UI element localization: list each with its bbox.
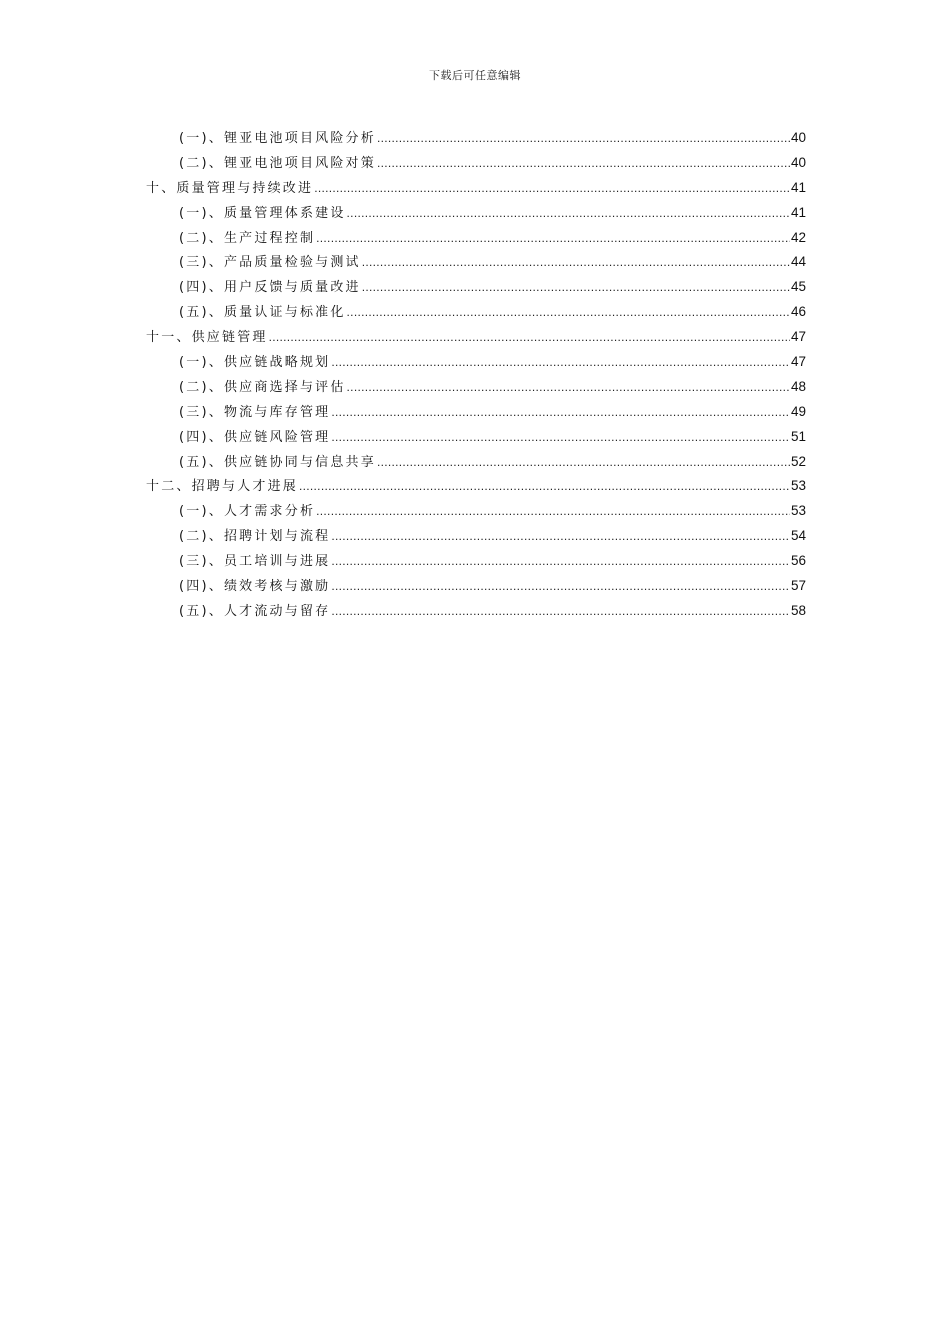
toc-entry-title: (四)、用户反馈与质量改进 <box>179 280 361 296</box>
toc-dot-leader <box>314 176 790 201</box>
toc-entry-title: (五)、人才流动与留存 <box>179 603 331 619</box>
toc-entry-title: (二)、供应商选择与评估 <box>179 379 346 395</box>
toc-section-entry[interactable] <box>146 201 806 226</box>
toc-entry-title: (三)、产品质量检验与测试 <box>179 255 361 271</box>
toc-section-entry[interactable] <box>146 425 806 450</box>
toc-entry-title: (二)、生产过程控制 <box>179 230 316 246</box>
toc-page-number: 40 <box>790 130 806 145</box>
toc-dot-leader <box>299 474 790 499</box>
toc-section-entry[interactable] <box>146 126 806 151</box>
toc-entry-title: (一)、质量管理体系建设 <box>179 205 346 221</box>
toc-section-entry[interactable] <box>146 226 806 251</box>
toc-page-number: 47 <box>790 329 806 345</box>
toc-section-entry[interactable] <box>146 450 806 475</box>
toc-section-entry[interactable] <box>146 400 806 425</box>
toc-page-number: 47 <box>790 354 806 370</box>
toc-dot-leader <box>331 524 790 549</box>
toc-section-entry[interactable] <box>146 350 806 375</box>
toc-page-number: 56 <box>790 553 806 569</box>
toc-entry-title: (三)、员工培训与进展 <box>179 554 331 570</box>
toc-section-entry[interactable] <box>146 574 806 599</box>
toc-dot-leader <box>316 226 790 251</box>
toc-page-number: 41 <box>790 204 806 220</box>
toc-dot-leader <box>377 126 790 151</box>
toc-page-number: 45 <box>790 279 806 295</box>
toc-page-number: 48 <box>790 378 806 394</box>
toc-dot-leader <box>362 250 790 275</box>
toc-entry-title: (五)、质量认证与标准化 <box>179 305 346 321</box>
toc-page-number: 57 <box>790 578 806 594</box>
toc-dot-leader <box>331 425 790 450</box>
toc-page-number: 52 <box>790 453 806 469</box>
toc-page-number: 40 <box>790 154 806 170</box>
toc-entry-title: (一)、供应链战略规划 <box>179 355 331 371</box>
toc-entry-title: (四)、供应链风险管理 <box>179 429 331 445</box>
toc-page-number: 46 <box>790 304 806 320</box>
toc-dot-leader <box>347 375 790 400</box>
toc-page-number: 44 <box>790 254 806 270</box>
toc-section-entry[interactable] <box>146 549 806 574</box>
toc-dot-leader <box>362 275 790 300</box>
table-of-contents <box>146 126 806 624</box>
toc-dot-leader <box>331 400 790 425</box>
toc-chapter-entry[interactable] <box>146 176 806 201</box>
toc-page-number: 54 <box>790 528 806 544</box>
toc-entry-title: (五)、供应链协同与信息共享 <box>179 454 376 470</box>
toc-section-entry[interactable] <box>146 524 806 549</box>
toc-page-number: 53 <box>790 478 806 494</box>
toc-entry-title: (四)、绩效考核与激励 <box>179 579 331 595</box>
toc-dot-leader <box>377 450 790 475</box>
toc-dot-leader <box>331 350 790 375</box>
toc-dot-leader <box>331 549 790 574</box>
toc-dot-leader <box>331 574 790 599</box>
toc-entry-title: 十一、供应链管理 <box>146 330 268 346</box>
toc-section-entry[interactable] <box>146 300 806 325</box>
toc-entry-title: (一)、人才需求分析 <box>179 504 316 520</box>
toc-section-entry[interactable] <box>146 151 806 176</box>
toc-section-entry[interactable] <box>146 275 806 300</box>
toc-entry-title: (二)、招聘计划与流程 <box>179 529 331 545</box>
toc-section-entry[interactable] <box>146 599 806 624</box>
toc-entry-title: 十二、招聘与人才进展 <box>146 479 299 495</box>
toc-entry-title: 十、质量管理与持续改进 <box>146 180 314 196</box>
toc-section-entry[interactable] <box>146 499 806 524</box>
toc-dot-leader <box>316 499 790 524</box>
toc-page-number: 51 <box>790 428 806 444</box>
toc-dot-leader <box>331 599 790 624</box>
toc-entry-title: (三)、物流与库存管理 <box>179 404 331 420</box>
page-header: 下载后可任意编辑 <box>429 69 521 82</box>
toc-chapter-entry[interactable] <box>146 325 806 350</box>
toc-section-entry[interactable] <box>146 375 806 400</box>
toc-entry-title: (二)、锂亚电池项目风险对策 <box>179 155 376 171</box>
toc-entry-title: (一)、锂亚电池项目风险分析 <box>179 131 376 146</box>
toc-page-number: 58 <box>790 602 806 618</box>
toc-page-number: 49 <box>790 403 806 419</box>
toc-page-number: 41 <box>790 179 806 195</box>
toc-dot-leader <box>269 325 790 350</box>
toc-section-entry[interactable] <box>146 250 806 275</box>
toc-chapter-entry[interactable] <box>146 474 806 499</box>
toc-dot-leader <box>347 201 790 226</box>
toc-dot-leader <box>377 151 790 176</box>
toc-page-number: 53 <box>790 503 806 519</box>
toc-dot-leader <box>347 300 790 325</box>
toc-page-number: 42 <box>790 229 806 245</box>
